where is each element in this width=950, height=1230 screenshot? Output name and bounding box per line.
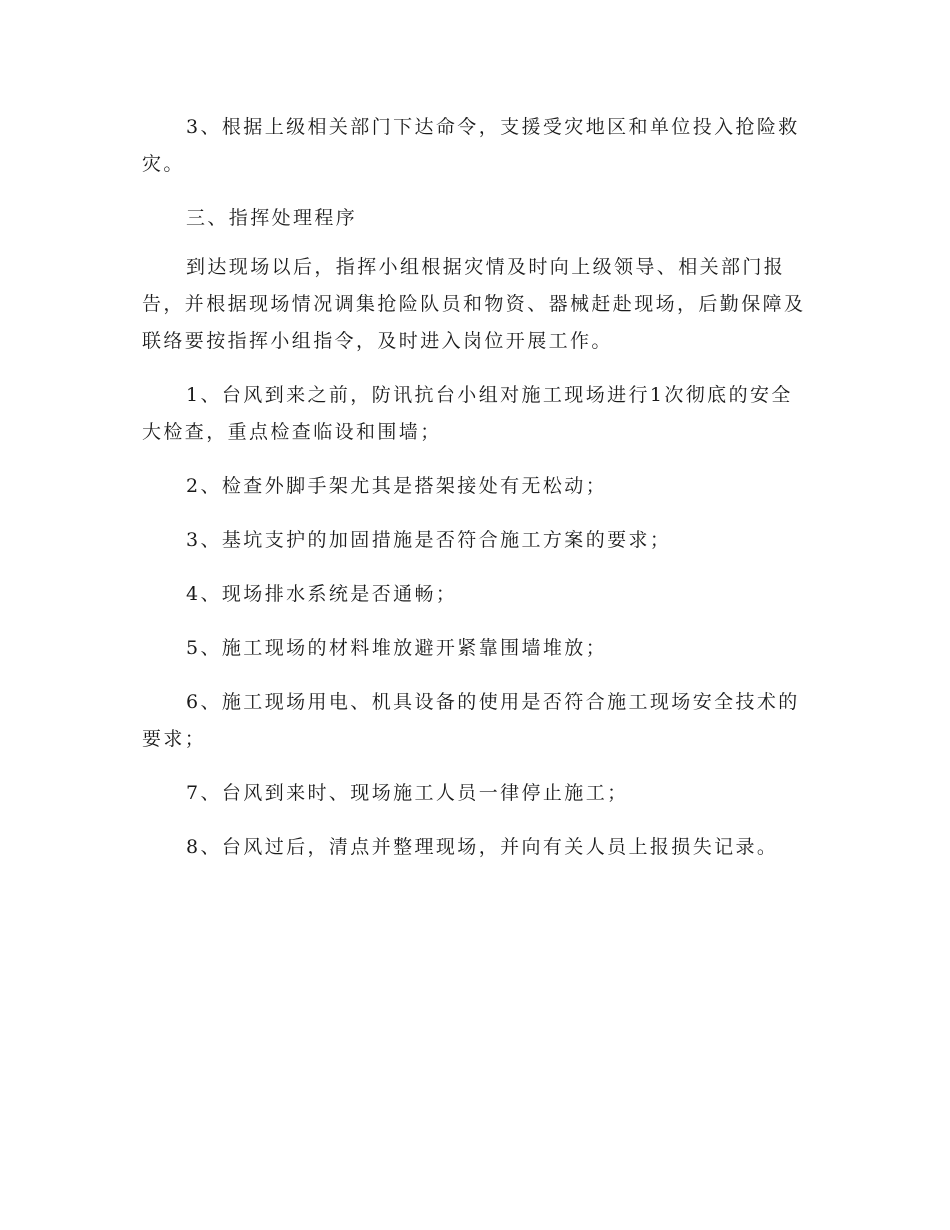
section-heading-command-procedure: 三、指挥处理程序	[186, 207, 358, 229]
paragraph-arrival-procedure: 到达现场以后，指挥小组根据灾情及时向上级领导、相关部门报告，并根据现场情况调集抢险队员和物资、器械赶赴现场，后勤保障及联络要按指挥小组指令，及时进入岗位开展工作。	[142, 256, 806, 352]
list-item-5: 5、施工现场的材料堆放避开紧靠围墙堆放；	[186, 637, 608, 659]
list-item-6: 6、施工现场用电、机具设备的使用是否符合施工现场安全技术的要求；	[142, 691, 800, 750]
list-item-1: 1、台风到来之前，防讯抗台小组对施工现场进行1次彻底的安全大检查，重点检查临设和围墙；	[142, 384, 793, 443]
list-item-3: 3、基坑支护的加固措施是否符合施工方案的要求；	[186, 529, 672, 551]
list-item-8: 8、台风过后，清点并整理现场，并向有关人员上报损失记录。	[186, 836, 779, 858]
list-item-4: 4、现场排水系统是否通畅；	[186, 583, 458, 605]
document-body	[142, 109, 808, 866]
list-item-7: 7、台风到来时、现场施工人员一律停止施工；	[186, 782, 629, 804]
list-item-2: 2、检查外脚手架尤其是搭架接处有无松动；	[186, 475, 608, 497]
paragraph-rescue-support: 3、根据上级相关部门下达命令，支援受灾地区和单位投入抢险救灾。	[142, 116, 800, 175]
